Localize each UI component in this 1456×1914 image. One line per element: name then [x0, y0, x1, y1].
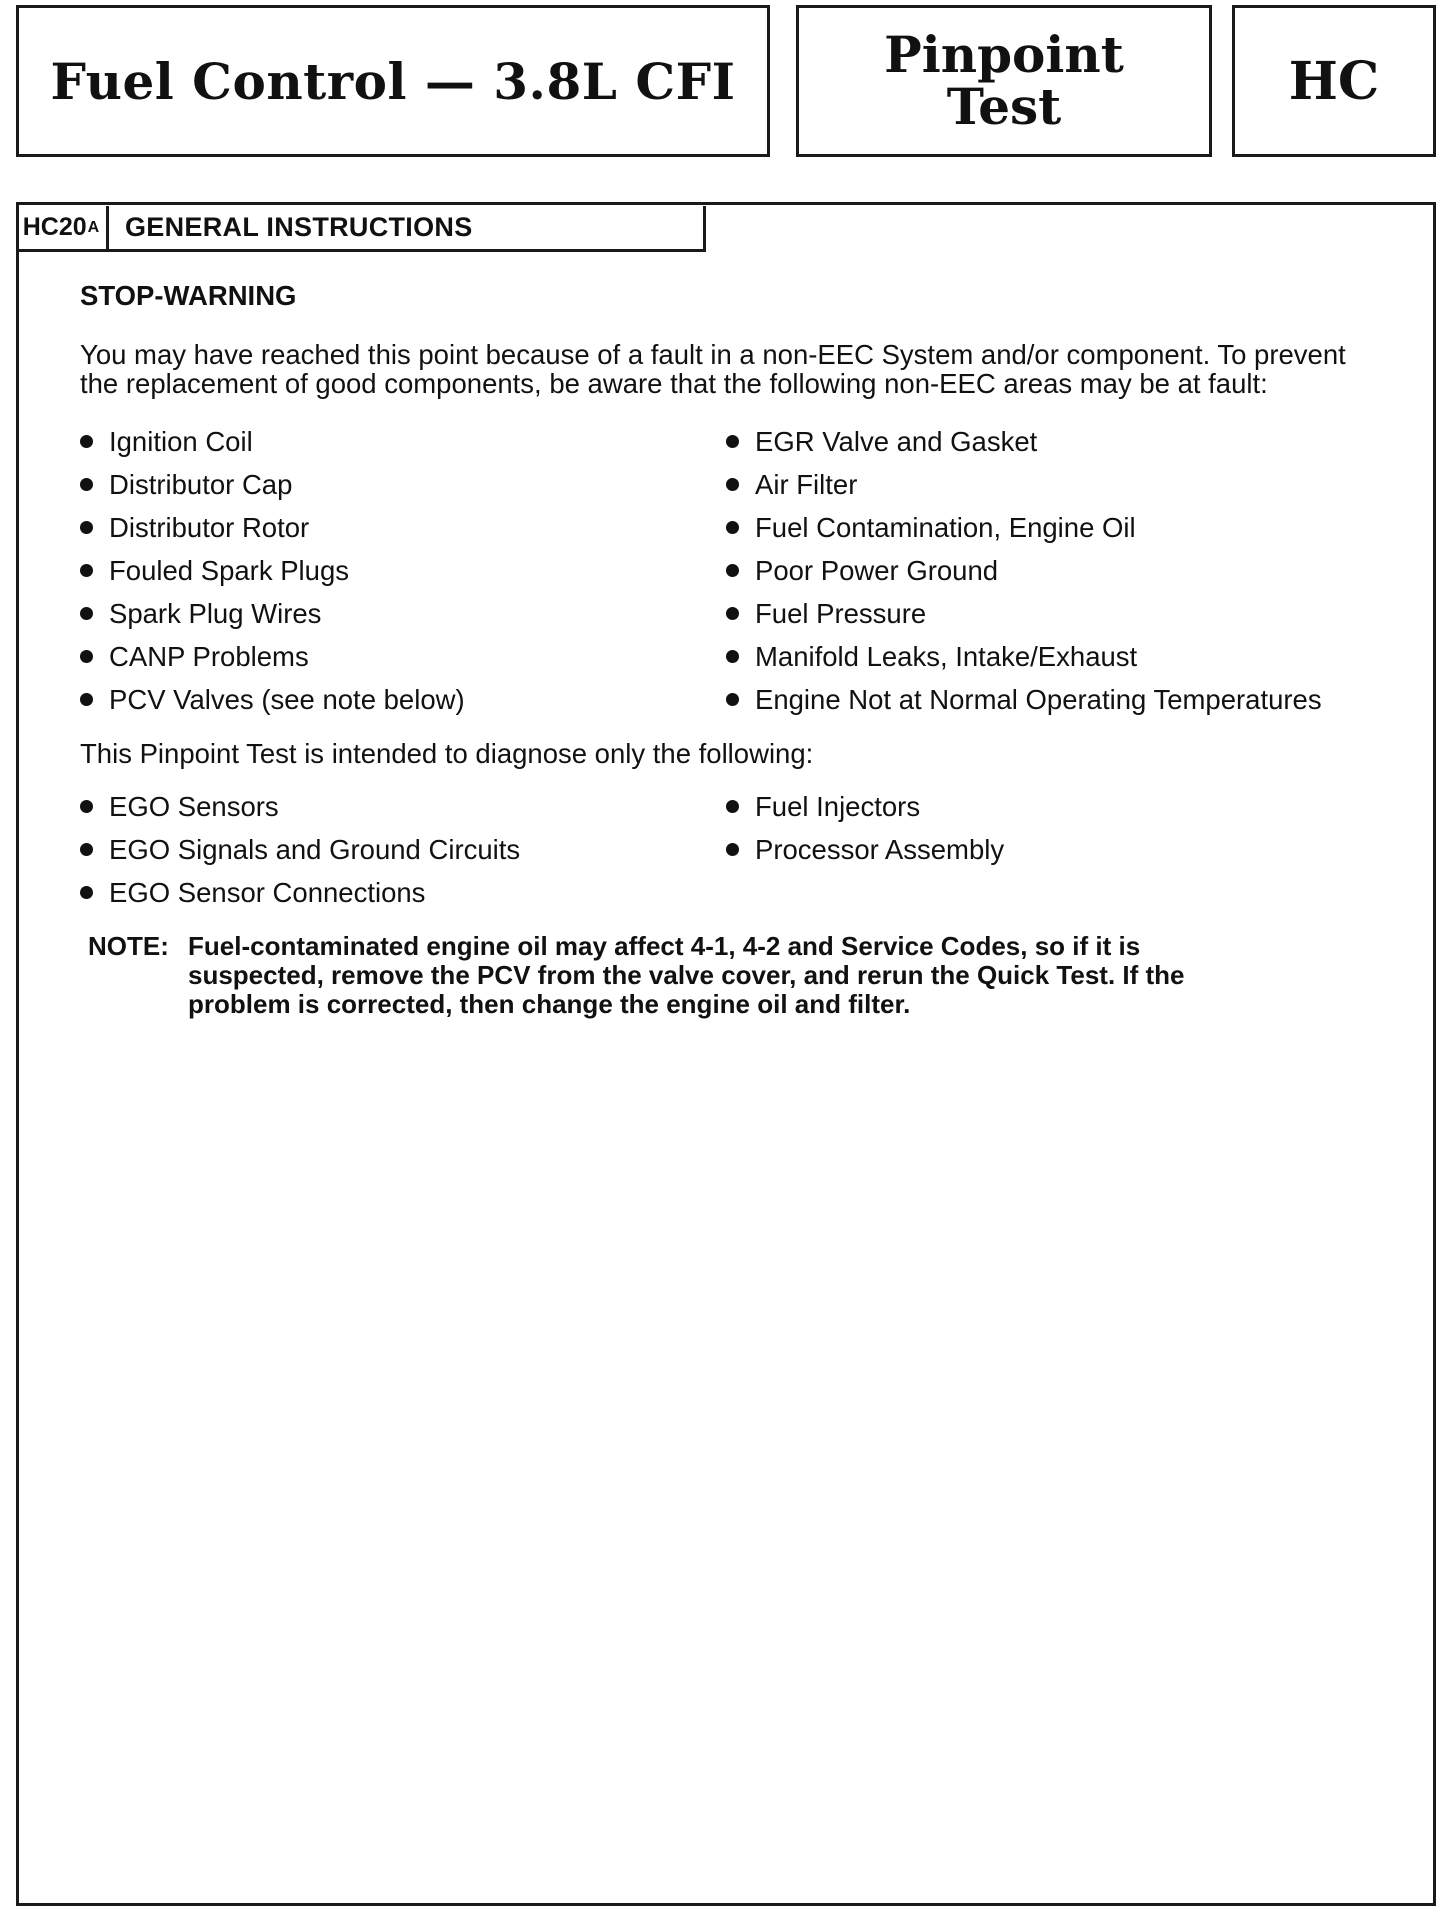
list-item: [726, 420, 1370, 463]
list-item-text: Manifold Leaks, Intake/Exhaust: [755, 640, 1138, 672]
list-item: [80, 463, 726, 506]
list-item-text: Fuel Injectors: [755, 790, 921, 822]
warning-heading: STOP-WARNING: [80, 280, 297, 311]
list-item: [80, 871, 726, 914]
list-item: [80, 678, 726, 721]
list-item: [80, 785, 726, 828]
list-item-text: Ignition Coil: [109, 425, 253, 457]
non-eec-list-right: [726, 420, 1370, 721]
list-item: [80, 592, 726, 635]
bullet-icon: [726, 521, 739, 534]
list-item: [80, 549, 726, 592]
step-header: [16, 206, 706, 252]
list-item-text: Distributor Rotor: [109, 511, 310, 543]
test-type-line1: Pinpoint: [884, 25, 1124, 84]
bullet-icon: [80, 886, 93, 899]
list-item-text: Poor Power Ground: [755, 554, 999, 586]
step-title: GENERAL INSTRUCTIONS: [125, 212, 473, 242]
note-label: NOTE:: [88, 931, 169, 961]
list-item-text: EGO Signals and Ground Circuits: [109, 833, 521, 865]
list-item-text: EGO Sensor Connections: [109, 876, 426, 908]
list-item-text: CANP Problems: [109, 640, 309, 672]
list-item: [726, 635, 1370, 678]
non-eec-list-left: [80, 420, 726, 721]
diagnose-intro: This Pinpoint Test is intended to diagnose only the following:: [80, 738, 814, 769]
bullet-icon: [726, 800, 739, 813]
list-item-text: Engine Not at Normal Operating Temperatures: [755, 683, 1322, 715]
list-item-text: PCV Valves (see note below): [109, 683, 465, 715]
bullet-icon: [726, 693, 739, 706]
step-id: [16, 206, 109, 249]
document-title: Fuel Control — 3.8L CFI: [50, 51, 736, 111]
bullet-icon: [726, 478, 739, 491]
list-item-text: Air Filter: [755, 468, 858, 500]
bullet-icon: [726, 843, 739, 856]
list-item: [726, 785, 1370, 828]
list-item-text: Fuel Pressure: [755, 597, 927, 629]
diagnose-list-right: [726, 785, 1370, 914]
step-id-sub: A: [87, 218, 100, 236]
note-text: Fuel-contaminated engine oil may affect 4-1, 4-2 and Service Codes, so if it is suspected, remove the PCV from the valve cover, and rerun the Quick Test. If the problem is corrected, then change the engine oil and filter.: [188, 931, 1185, 1019]
list-item-text: Fuel Contamination, Engine Oil: [755, 511, 1136, 543]
test-code-box: [1232, 5, 1436, 157]
bullet-icon: [80, 564, 93, 577]
list-item: [726, 592, 1370, 635]
bullet-icon: [80, 607, 93, 620]
bullet-icon: [726, 435, 739, 448]
bullet-icon: [80, 435, 93, 448]
test-type-line2: Test: [946, 77, 1062, 136]
list-item: [726, 463, 1370, 506]
list-item-text: Processor Assembly: [755, 833, 1005, 865]
test-code: HC: [1288, 50, 1380, 112]
diagnose-list: [80, 785, 1370, 914]
list-item-text: EGR Valve and Gasket: [755, 425, 1038, 457]
list-item: [80, 506, 726, 549]
diagnose-list-left: [80, 785, 726, 914]
bullet-icon: [726, 650, 739, 663]
list-item-text: EGO Sensors: [109, 790, 279, 822]
list-item: [726, 506, 1370, 549]
non-eec-list: [80, 420, 1370, 721]
bullet-icon: [80, 521, 93, 534]
instructions-content: [80, 280, 1370, 1019]
list-item: [726, 828, 1370, 871]
step-id-main: HC20: [22, 213, 87, 241]
bullet-icon: [80, 843, 93, 856]
list-item: [726, 549, 1370, 592]
bullet-icon: [726, 607, 739, 620]
bullet-icon: [80, 478, 93, 491]
document-title-box: [16, 5, 770, 157]
bullet-icon: [80, 800, 93, 813]
bullet-icon: [80, 693, 93, 706]
test-type-box: [796, 5, 1212, 157]
warning-paragraph: You may have reached this point because of a fault in a non-EEC System and/or component. To prevent the replacement of good components, be aware that the following non-EEC areas may be at fault:: [80, 339, 1346, 399]
list-item-text: Fouled Spark Plugs: [109, 554, 349, 586]
bullet-icon: [80, 650, 93, 663]
list-item: [80, 635, 726, 678]
list-item: [726, 678, 1370, 721]
list-item-text: Distributor Cap: [109, 468, 293, 500]
list-item: [80, 420, 726, 463]
list-item-text: Spark Plug Wires: [109, 597, 322, 629]
note: [88, 932, 1370, 1019]
list-item: [80, 828, 726, 871]
bullet-icon: [726, 564, 739, 577]
